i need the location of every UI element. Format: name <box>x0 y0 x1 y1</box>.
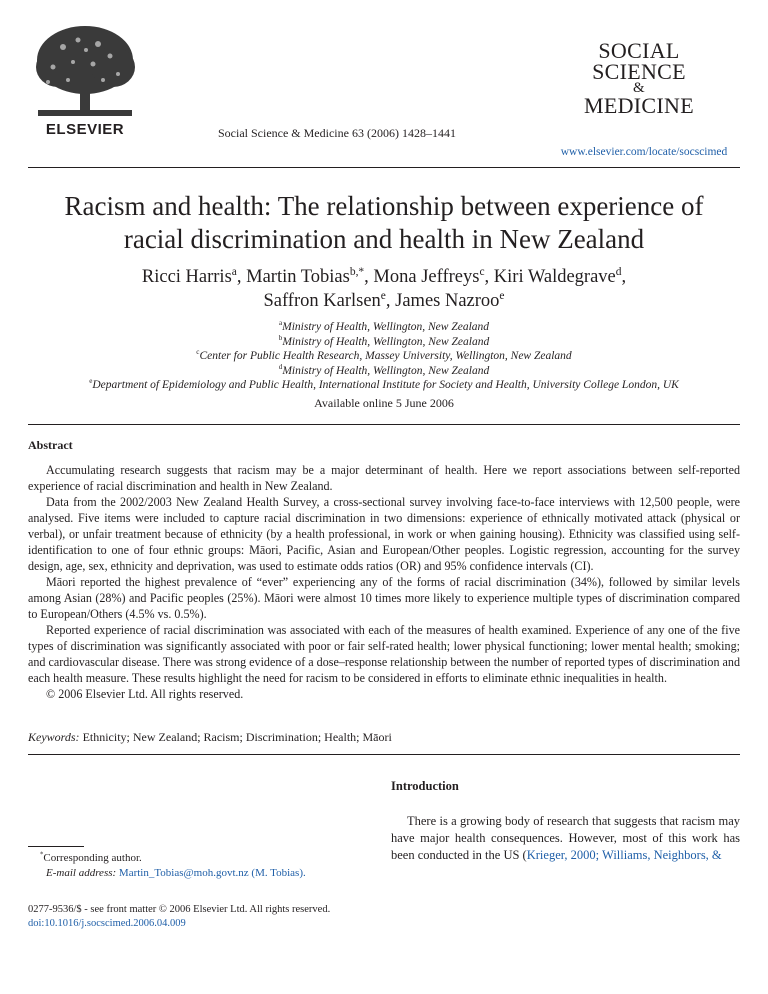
author-name: Kiri Waldegrave <box>493 267 616 287</box>
affiliation-text: Ministry of Health, Wellington, New Zealand <box>282 321 490 333</box>
author-sep: , <box>236 267 247 287</box>
issn-block <box>28 903 330 931</box>
author-sep: , <box>385 291 396 311</box>
abstract-paragraph: Māori reported the highest prevalence of “ever” experiencing any of the forms of racial discrimination (34%), followed by similar levels among Asian (28%) and Pacific peoples (25%). Māori were almost 10 times more likely to experience multiple types of discrimination compared to European/Others (4.5% vs. 0.5%). <box>28 575 740 621</box>
affiliation <box>20 364 748 379</box>
affiliation-sup: c <box>196 348 200 357</box>
journal-title-line2: SCIENCE <box>592 59 686 84</box>
affiliation <box>20 335 748 350</box>
email-note <box>46 867 306 879</box>
affiliation-text: Department of Epidemiology and Public Health, International Institute for Society and Health, University College London, UK <box>92 379 679 391</box>
author-sup: c <box>479 265 485 278</box>
issn-line: 0277-9536/$ - see front matter © 2006 Elsevier Ltd. All rights reserved. <box>28 904 331 915</box>
affiliation-sup: a <box>278 319 283 328</box>
author-list <box>40 265 728 313</box>
author-sup: d <box>615 265 622 278</box>
affiliation-text: Ministry of Health, Wellington, New Zealand <box>282 364 490 377</box>
doi-link[interactable]: doi:10.1016/j.socscimed.2006.04.009 <box>28 918 186 929</box>
keywords-label: Keywords: <box>28 730 80 744</box>
author-sep: , <box>484 267 494 287</box>
affiliation-sup: b <box>278 333 283 342</box>
corresponding-author-note <box>40 852 142 864</box>
copyright-notice: © 2006 Elsevier Ltd. All rights reserved. <box>46 687 244 701</box>
affiliation <box>20 320 748 335</box>
abstract-paragraph: Accumulating research suggests that racism may be a major determinant of health. Here we report associations between self-reported experience of racial discrimination and health in New Zealand. <box>28 463 740 493</box>
affiliation-sup: e <box>89 377 93 386</box>
footnote-text: Corresponding author. <box>43 852 142 864</box>
journal-title-line3: MEDICINE <box>584 93 694 118</box>
abstract-divider <box>28 424 740 425</box>
author-name: Martin Tobias <box>246 267 350 287</box>
author-sup: b,* <box>349 265 365 278</box>
introduction-text: There is a growing body of research that suggests that racism may have major health consequences. However, most of this work has been conducted in the US ( <box>391 814 740 862</box>
header-divider <box>28 167 740 168</box>
author-sep: , <box>364 267 374 287</box>
abstract-body <box>28 462 740 702</box>
footnote-marker: * <box>40 851 44 859</box>
author-name: James Nazroo <box>395 291 500 311</box>
citation-link[interactable]: Krieger, 2000; Williams, Neighbors, & <box>526 848 722 862</box>
abstract-heading: Abstract <box>28 438 73 452</box>
journal-title <box>544 40 734 116</box>
abstract-paragraph: Data from the 2002/2003 New Zealand Health Survey, a cross-sectional survey involving face-to-face interviews with 12,500 people, were analysed. Five items were included to capture racial discrimination in two dimensions: experience of ethnically motivated attack (physical or verbal), or unfair treatment because of ethnicity (by a health professional, in work or when gaining housing). Ethnicity was classified using self-identification to one of four ethnic groups: Māori, Pacific, Asian and European/Other peoples. Logistic regression, accounting for the survey design, age, sex, ethnicity and deprivation, was used to estimate odds ratios (OR) and 95% confidence intervals (CI). <box>28 495 740 573</box>
affiliation <box>20 349 748 364</box>
affiliation-text: Center for Public Health Research, Massey University, Wellington, New Zealand <box>199 350 572 362</box>
author-name: Ricci Harris <box>141 267 232 287</box>
footnote-divider <box>28 846 84 847</box>
journal-citation: Social Science & Medicine 63 (2006) 1428–1441 <box>218 126 456 140</box>
introduction-body <box>391 813 740 864</box>
author-sup: a <box>231 265 237 278</box>
author-sup: e <box>499 289 505 302</box>
abstract-paragraph: Reported experience of racial discrimination was associated with each of the measures of health examined. Experience of any one of the five types of discrimination was significantly associated with poor or fair self-rated health; lower physical functioning; lower mental health; smoking; and cardiovascular disease. There was strong evidence of a dose–response relationship between the number of reported types of discrimination and each health measure. These results highlight the need for racism to be considered in efforts to eliminate ethnic inequalities in health. <box>28 623 740 685</box>
publisher-name: ELSEVIER <box>45 121 125 138</box>
body-divider <box>28 754 740 755</box>
journal-title-line1: SOCIAL <box>598 38 680 63</box>
affiliation-list <box>20 320 748 393</box>
affiliation-sup: d <box>278 362 283 371</box>
email-label: E-mail address: <box>46 867 117 879</box>
article-title: Racism and health: The relationship between experience of racial discrimination and health in New Zealand <box>64 191 704 254</box>
introduction-paragraph <box>391 813 740 864</box>
affiliation-text: Ministry of Health, Wellington, New Zealand <box>282 335 490 348</box>
keywords <box>28 730 740 745</box>
author-sep: , <box>621 267 627 287</box>
author-name: Mona Jeffreys <box>373 267 480 287</box>
journal-title-amp: & <box>633 80 645 96</box>
journal-url-link[interactable]: www.elsevier.com/locate/socscimed <box>560 146 728 158</box>
affiliation <box>20 378 748 393</box>
introduction-heading: Introduction <box>391 779 459 793</box>
available-online-date: Available online 5 June 2006 <box>314 396 454 410</box>
elsevier-tree-logo <box>28 22 142 122</box>
author-name: Saffron Karlsen <box>263 291 381 311</box>
email-link[interactable]: Martin_Tobias@moh.govt.nz (M. Tobias). <box>118 867 306 879</box>
keywords-text: Ethnicity; New Zealand; Racism; Discrimination; Health; Māori <box>82 730 392 744</box>
author-sup: e <box>380 289 386 302</box>
